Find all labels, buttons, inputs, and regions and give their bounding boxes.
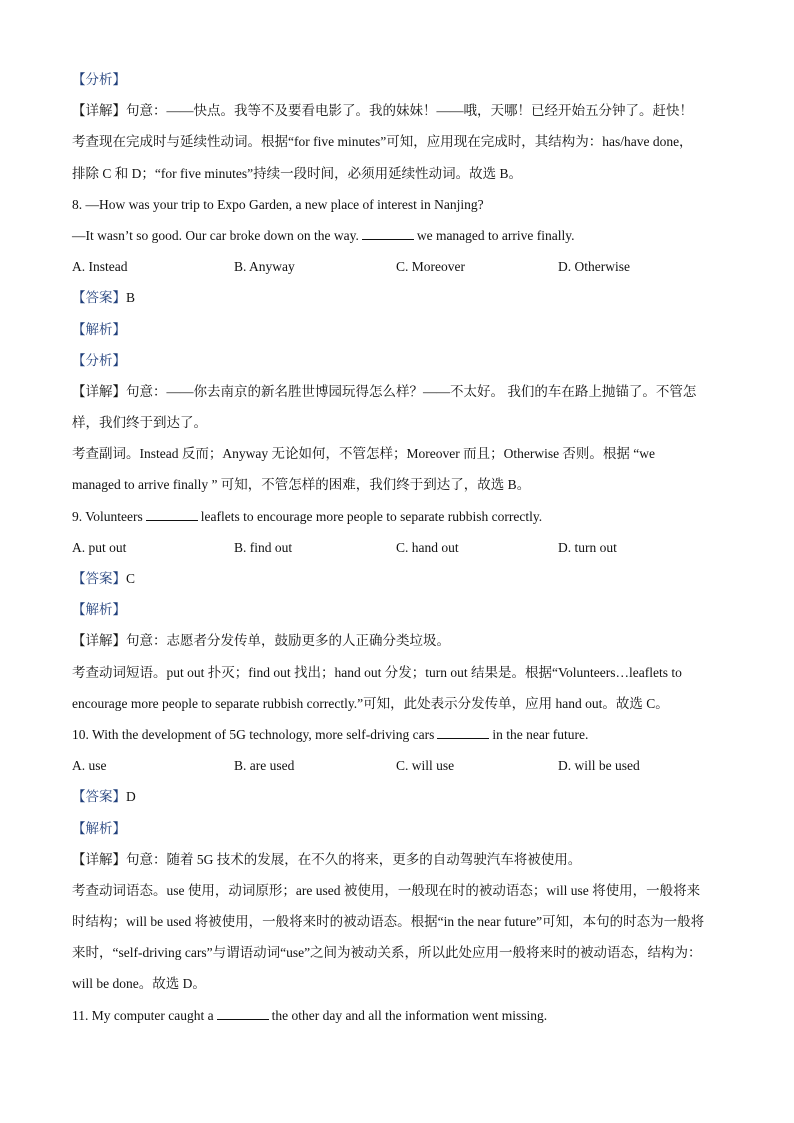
q8-explanation-line-2: 考查副词。Instead 反而；Anyway 无论如何，不管怎样；Moreover 而且；Otherwise 否则。根据 “we [72, 446, 656, 462]
q8-answer: 【答案】B [72, 290, 136, 307]
q10-stem: 10. With the development of 5G technology, more self-driving cars in the near future. [72, 726, 589, 742]
q8-explanation-translation: 【详解】句意：——你去南京的新名胜世博园玩得怎么样？——不太好。 我们的车在路上抛锚了。不管怎 [72, 383, 697, 399]
q10-explanation-line-4: will be done。故选 D。 [72, 976, 206, 992]
q9-answer-blank [146, 509, 198, 521]
q8-explanation-line-3: managed to arrive finally ” 可知，不管怎样的困难，我们终于到达了，故选 B。 [72, 477, 531, 493]
q9-options [72, 532, 732, 563]
q8-explanation-line-1: 样，我们终于到达了。 [72, 415, 207, 431]
q10-explanation-line-1: 考查动词语态。use 使用，动词原形；are used 被使用，一般现在时的被动语态；will use 将使用，一般将来 [72, 882, 701, 898]
document-page [72, 64, 732, 1031]
q10-answer-blank [437, 727, 489, 739]
q9-jiexi-heading: 【解析】 [72, 602, 126, 619]
analysis-heading: 【分析】 [72, 72, 126, 88]
q9-option-b: B. find out [234, 539, 293, 555]
q8-stem: 8. —How was your trip to Expo Garden, a new place of interest in Nanjing? [72, 196, 484, 212]
q8-option-b: B. Anyway [234, 259, 295, 275]
q11-answer-blank [217, 1008, 269, 1020]
q8-option-a: A. Instead [72, 259, 128, 275]
q8-options [72, 251, 732, 282]
q10-explanation-line-2: 时结构；will be used 将被使用，一般将来时的被动语态。根据“in the near future”可知，本句的时态为一般将 [72, 914, 705, 930]
q10-option-a: A. use [72, 758, 107, 774]
q7-explanation-translation: 【详解】句意：——快点。我等不及要看电影了。我的妹妹！——哦，天哪！已经开始五分钟了。赶快！ [72, 103, 693, 119]
q7-explanation-line-2: 排除 C 和 D；“for five minutes”持续一段时间，必须用延续性动词。故选 B。 [72, 165, 522, 181]
q8-option-d: D. Otherwise [558, 259, 630, 275]
q10-options [72, 750, 732, 781]
q8-answer-blank [362, 228, 414, 240]
q9-explanation-translation: 【详解】句意：志愿者分发传单，鼓励更多的人正确分类垃圾。 [72, 633, 450, 649]
q10-explanation-translation: 【详解】句意：随着 5G 技术的发展，在不久的将来，更多的自动驾驶汽车将被使用。 [72, 851, 582, 867]
q10-jiexi-heading: 【解析】 [72, 820, 126, 837]
q10-option-d: D. will be used [558, 758, 640, 774]
q9-option-d: D. turn out [558, 539, 617, 555]
q9-answer: 【答案】C [72, 571, 136, 587]
q10-option-b: B. are used [234, 758, 295, 774]
q9-stem: 9. Volunteers leaflets to encourage more people to separate rubbish correctly. [72, 508, 543, 524]
q8-option-c: C. Moreover [396, 259, 465, 275]
q10-explanation-line-3: 来时，“self-driving cars”与谓语动词“use”之间为被动关系，所以此处应用一般将来时的被动语态，结构为： [72, 945, 702, 961]
q8-jiexi-heading: 【解析】 [72, 321, 126, 338]
q9-explanation-line-1: 考查动词短语。put out 扑灭；find out 找出；hand out 分发；turn out 结果是。根据“Volunteers…leaflets to [72, 664, 682, 680]
q11-stem: 11. My computer caught a the other day and all the information went missing. [72, 1007, 548, 1023]
q10-option-c: C. will use [396, 758, 455, 774]
q8-analysis-heading: 【分析】 [72, 352, 126, 369]
q9-explanation-line-2: encourage more people to separate rubbish correctly.”可知，此处表示分发传单，应用 hand out。故选 C。 [72, 695, 669, 711]
q9-option-a: A. put out [72, 539, 127, 555]
q10-answer: 【答案】D [72, 789, 136, 806]
q8-stem-line-2: —It wasn’t so good. Our car broke down on the way. we managed to arrive finally. [72, 227, 575, 243]
q7-explanation-line-1: 考查现在完成时与延续性动词。根据“for five minutes”可知，应用现在完成时，其结构为：has/have done， [72, 134, 693, 150]
q9-option-c: C. hand out [396, 539, 459, 555]
